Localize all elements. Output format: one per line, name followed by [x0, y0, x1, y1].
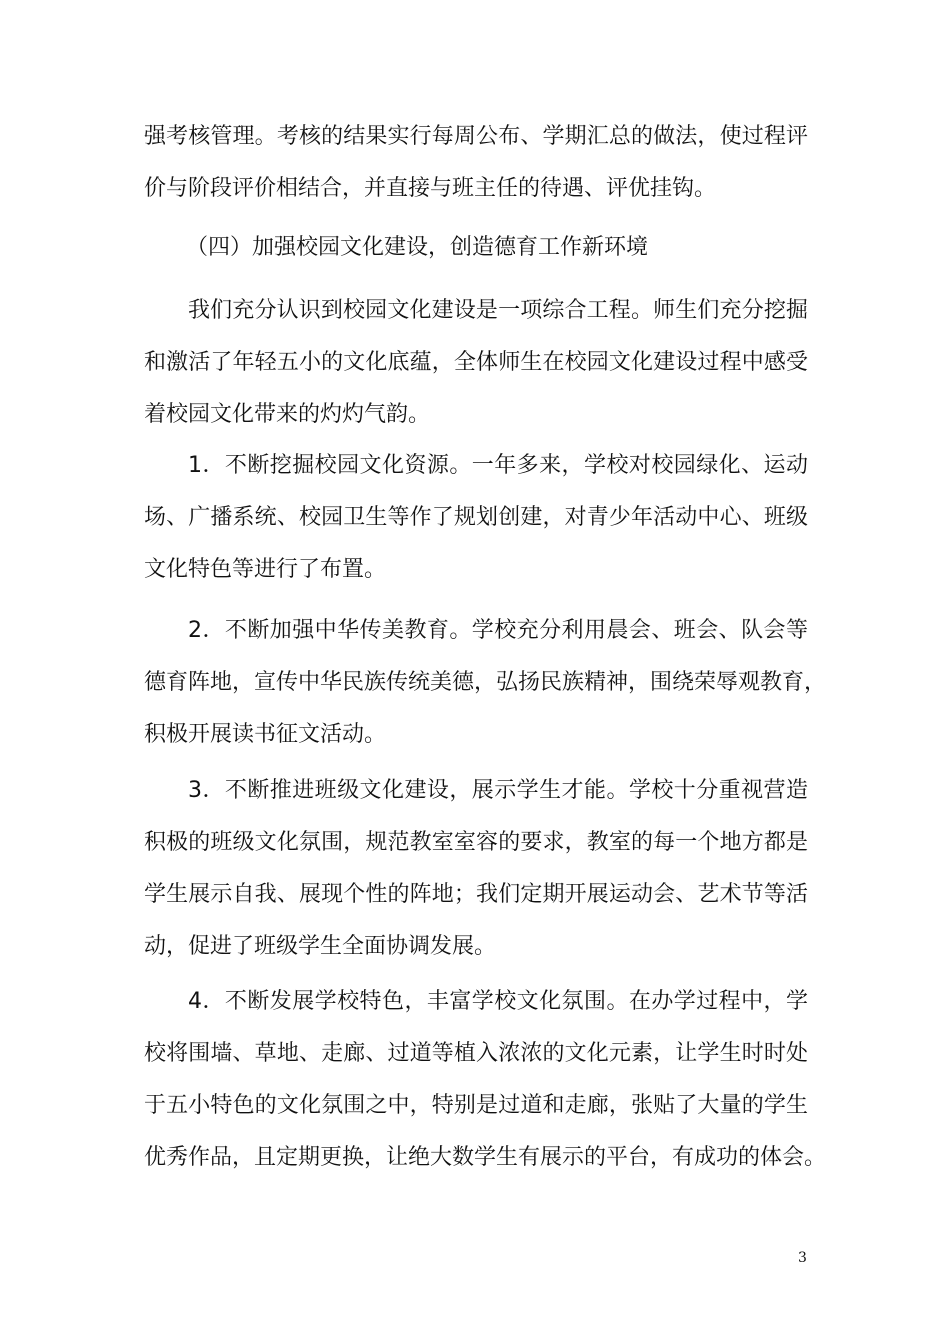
section-heading [186, 222, 850, 274]
text-line: 校将围墙、草地、走廊、过道等植入浓浓的文化元素，让学生时时处 [144, 1041, 808, 1066]
text-line: 优秀作品，且定期更换，让绝大数学生有展示的平台，有成功的体会。 [144, 1145, 827, 1170]
text-line: 和激活了年轻五小的文化底蕴，全体师生在校园文化建设过程中感受 [144, 350, 808, 375]
text-line: 德育阵地，宣传中华民族传统美德，弘扬民族精神，围绕荣辱观教育， [144, 670, 827, 695]
text-line: 我们充分认识到校园文化建设是一项综合工程。师生们充分挖掘 [188, 298, 808, 323]
paragraph-assessment [144, 111, 808, 215]
paragraph-item-1 [144, 440, 808, 596]
text-line: 动，促进了班级学生全面协调发展。 [144, 934, 497, 959]
text-line: 4．不断发展学校特色，丰富学校文化氛围。在办学过程中，学 [188, 989, 808, 1014]
paragraph-campus-culture [144, 285, 808, 441]
paragraph-item-4 [144, 976, 827, 1184]
heading-line: （四）加强校园文化建设，创造德育工作新环境 [186, 235, 649, 260]
page-number: 3 [798, 1250, 807, 1266]
text-line: 积极的班级文化氛围，规范教室室容的要求，教室的每一个地方都是 [144, 830, 808, 855]
text-line: 文化特色等进行了布置。 [144, 557, 387, 582]
text-line: 着校园文化带来的灼灼气韵。 [144, 402, 431, 427]
text-line: 于五小特色的文化氛围之中，特别是过道和走廊，张贴了大量的学生 [144, 1093, 808, 1118]
text-line: 1．不断挖掘校园文化资源。一年多来，学校对校园绿化、运动 [188, 453, 808, 478]
paragraph-item-3 [144, 765, 808, 973]
text-line: 学生展示自我、展现个性的阵地；我们定期开展运动会、艺术节等活 [144, 882, 808, 907]
text-line: 积极开展读书征文活动。 [144, 722, 387, 747]
text-line: 价与阶段评价相结合，并直接与班主任的待遇、评优挂钩。 [144, 176, 717, 201]
text-line: 场、广播系统、校园卫生等作了规划创建，对青少年活动中心、班级 [144, 505, 808, 530]
paragraph-item-2 [144, 605, 827, 761]
text-line: 3．不断推进班级文化建设，展示学生才能。学校十分重视营造 [188, 778, 808, 803]
text-line: 2．不断加强中华传美教育。学校充分利用晨会、班会、队会等 [188, 618, 808, 643]
text-line: 强考核管理。考核的结果实行每周公布、学期汇总的做法，使过程评 [144, 124, 808, 149]
